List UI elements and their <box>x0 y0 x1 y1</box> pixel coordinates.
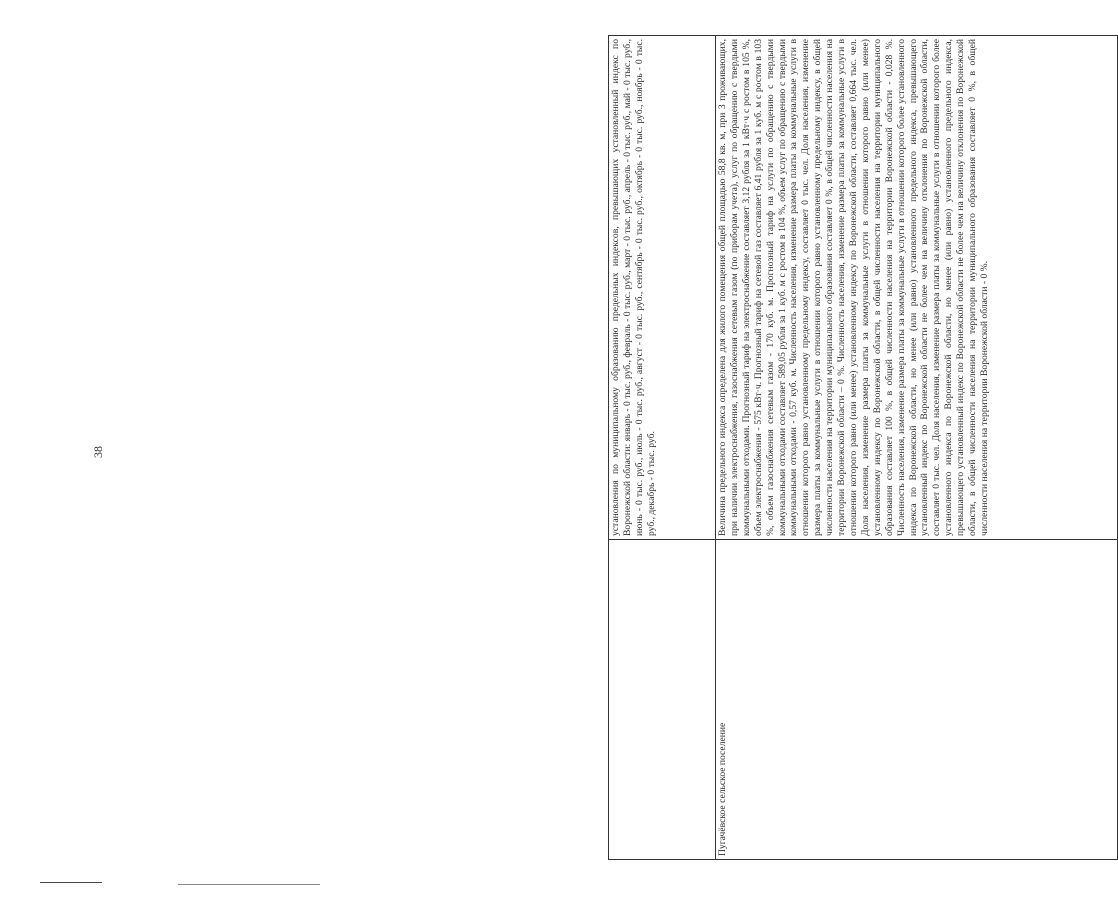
scan-artifact-line <box>40 882 102 883</box>
continuation-text-cell: установления по муниципальному образованию предельных индексов, превышающих установленный индекс по Воронежской области: январь - 0 тыс. руб., февраль - 0 тыс. руб., март - 0 тыс. руб., апрель - 0 тыс. руб., май - 0 тыс. руб., июнь - 0 тыс. руб., июль - 0 тыс. руб., август - 0 тыс. руб., сентябрь - 0 тыс. руб., октябрь - 0 тыс. руб., ноябрь - 0 тыс. руб., декабрь - 0 тыс. руб. <box>609 36 716 540</box>
rotated-page-content <box>608 35 1113 860</box>
index-description-cell: Величина предельного индекса определена для жилого помещения общей площадью 58,8 кв. м, при 3 проживающих, при наличии электроснабжения, газоснабжения сетевым газом (по приборам учета), услуг по обращению с твердыми коммунальными отходами. Прогнозный тариф на электроснабжение составляет 3,12 рубля за 1 кВт·ч с ростом в 105 %, объем электроснабжения - 575 кВт·ч. Прогнозный тариф на сетевой газ составляет 6,41 рубля за 1 куб. м с ростом в 103 %, объем газоснабжения сетевым газом - 170 куб. м. Прогнозный тариф на услуги по обращению с твердыми коммунальными отходами составляет 589,05 рубля за 1 куб. м с ростом в 104 %, объем услуг по обращению с твердыми коммунальными отходами - 0,57 куб. м. Численность населения, изменение размера платы за коммунальные услуги в отношении которого равно установленному предельному индексу, составляет 0 тыс. чел. Доля населения, изменение размера платы за коммунальные услуги в отношении которого равно установленному предельному индексу, в общей численности населения на территории муниципального образования составляет 0 %, в общей численности населения на территории Воронежской области – 0 %. Численность населения, изменение размера платы за коммунальные услуги в отношении которого равно (или менее) установленному индексу по Воронежской области, составляет 0,664 тыс. чел. Доля населения, изменение размера платы за коммунальные услуги в отношении которого равно (или менее) установленному индексу по Воронежской области, в общей численности населения на территории муниципального образования составляет 100 %, в общей численности населения на территории Воронежской области - 0,028 %. Численность населения, изменение размера платы за коммунальные услуги в отношении которого более установленного индекса по Воронежской области, но менее (или равно) установленного предельного индекса, превышающего установленный индекс по Воронежской области не более чем на величину отклонения по Воронежской области, составляет 0 тыс. чел. Доля населения, изменение размера платы за коммунальные услуги в отношении которого более установленного индекса по Воронежской области, но менее (или равно) установленного предельного индекса, превышающего установленный индекс по Воронежской области не более чем на величину отклонения по Воронежской области, в общей численности населения на территории муниципального образования составляет 0 %, в общей численности населения на территории Воронежской области - 0 %. <box>716 36 1118 540</box>
page-number: 38 <box>91 446 105 458</box>
settlement-name-cell: Пугачёвское сельское поселение <box>716 540 1118 860</box>
table-cell-empty <box>609 540 716 860</box>
table-row <box>716 36 1118 860</box>
scan-artifact-line <box>178 884 320 885</box>
table-row <box>609 36 716 860</box>
document-table <box>608 35 1118 860</box>
